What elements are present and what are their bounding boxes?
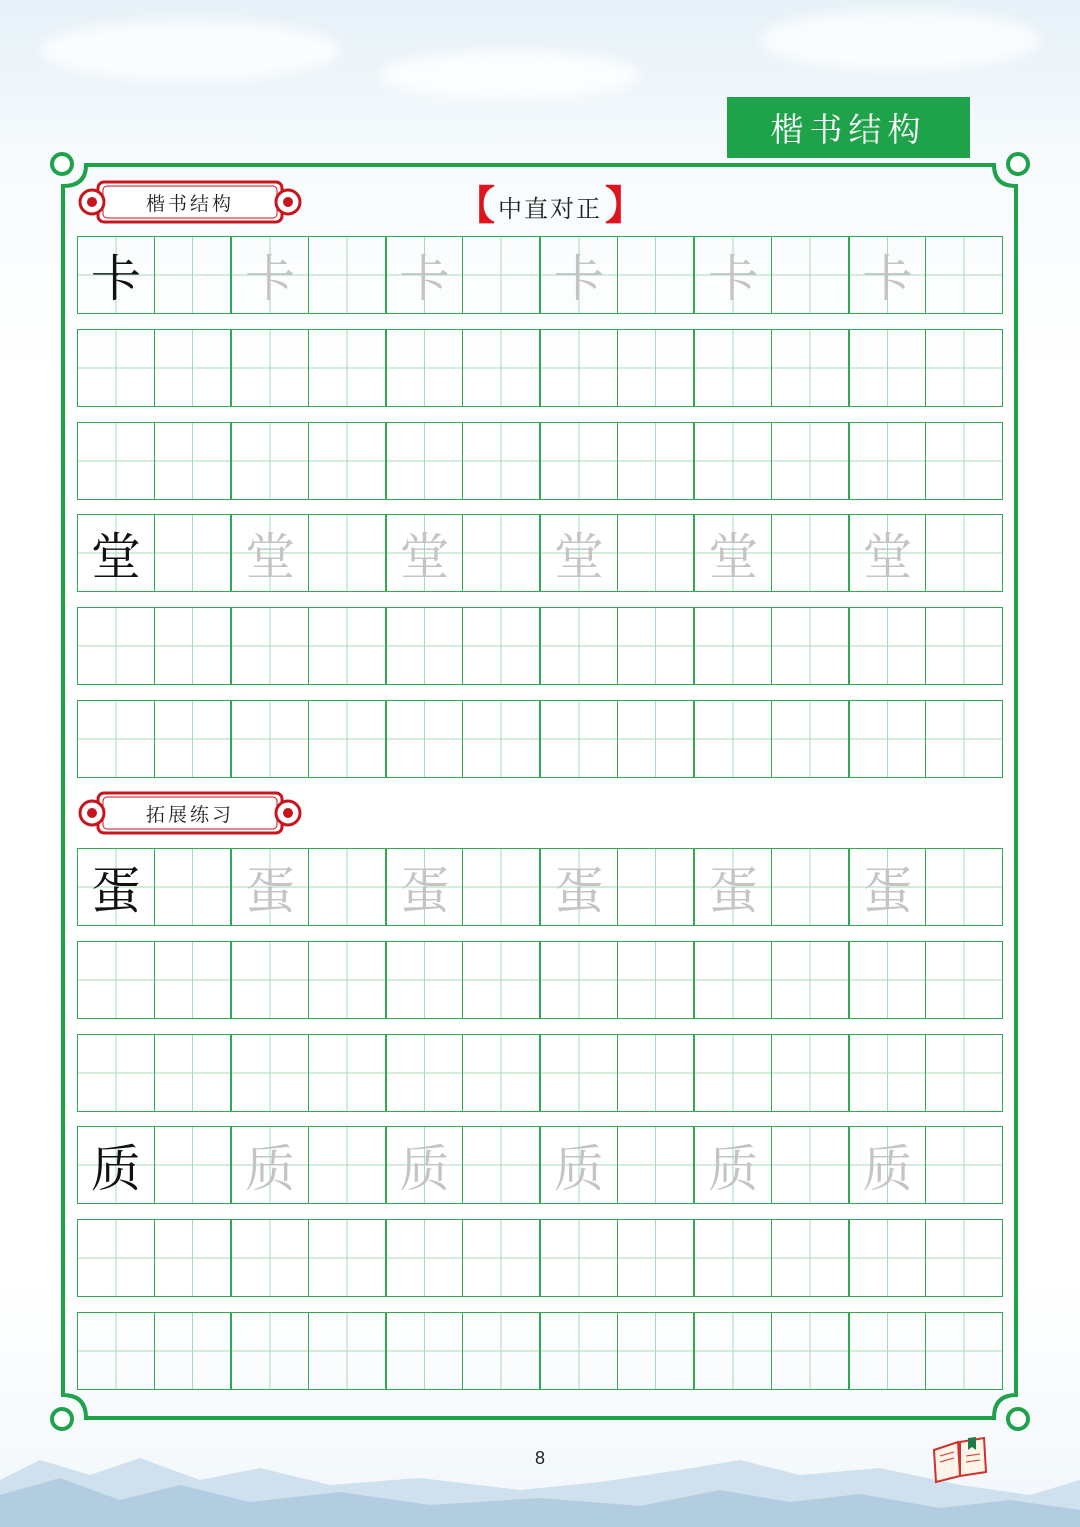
practice-cell[interactable] (230, 849, 308, 925)
model-character: 蛋 (90, 862, 141, 920)
practice-cell[interactable] (308, 942, 385, 1018)
practice-cell[interactable] (925, 1313, 1002, 1389)
model-character: 质 (90, 1140, 141, 1198)
practice-cell[interactable] (617, 942, 694, 1018)
practice-cell[interactable] (848, 515, 926, 591)
trace-character: 质 (708, 1140, 759, 1198)
practice-cell[interactable] (385, 330, 463, 406)
practice-cell[interactable] (771, 1220, 848, 1296)
practice-cell[interactable] (78, 1127, 154, 1203)
practice-cell[interactable] (539, 1127, 617, 1203)
practice-cell[interactable] (154, 1035, 231, 1111)
practice-cell[interactable] (462, 515, 539, 591)
practice-cell[interactable] (848, 1127, 926, 1203)
trace-character: 质 (553, 1140, 604, 1198)
practice-row (77, 941, 1003, 1019)
trace-character: 蛋 (553, 862, 604, 920)
practice-cell[interactable] (154, 1220, 231, 1296)
practice-cell[interactable] (693, 1313, 771, 1389)
practice-cell[interactable] (925, 1127, 1002, 1203)
model-character: 卡 (90, 250, 141, 308)
practice-cell[interactable] (230, 423, 308, 499)
open-book-icon (930, 1436, 990, 1486)
practice-cell[interactable] (771, 1127, 848, 1203)
practice-cell[interactable] (848, 1313, 926, 1389)
practice-row (77, 1219, 1003, 1297)
practice-cell[interactable] (771, 515, 848, 591)
practice-cell[interactable] (925, 423, 1002, 499)
trace-character: 蛋 (245, 862, 296, 920)
practice-cell[interactable] (539, 1313, 617, 1389)
practice-cell[interactable] (230, 608, 308, 684)
practice-cell[interactable] (230, 701, 308, 777)
practice-cell[interactable] (385, 515, 463, 591)
practice-cell[interactable] (78, 330, 154, 406)
practice-cell[interactable] (78, 942, 154, 1018)
practice-cell[interactable] (539, 330, 617, 406)
practice-cell[interactable] (617, 1127, 694, 1203)
practice-cell[interactable] (925, 237, 1002, 313)
practice-cell[interactable] (617, 701, 694, 777)
header-tab-title: 楷书结构 (727, 97, 970, 158)
practice-cell[interactable] (230, 237, 308, 313)
practice-cell[interactable] (154, 423, 231, 499)
trace-character: 堂 (245, 528, 296, 586)
trace-character: 卡 (245, 250, 296, 308)
trace-character: 质 (245, 1140, 296, 1198)
practice-cell[interactable] (617, 515, 694, 591)
practice-cell[interactable] (154, 942, 231, 1018)
practice-row (77, 1312, 1003, 1390)
practice-cell[interactable] (462, 1127, 539, 1203)
trace-character: 蛋 (708, 862, 759, 920)
practice-row (77, 700, 1003, 778)
practice-cell[interactable] (693, 423, 771, 499)
practice-cell[interactable] (848, 701, 926, 777)
practice-cell[interactable] (693, 1220, 771, 1296)
practice-cell[interactable] (771, 608, 848, 684)
practice-cell[interactable] (308, 1220, 385, 1296)
practice-row (77, 848, 1003, 926)
practice-row (77, 607, 1003, 685)
practice-cell[interactable] (462, 330, 539, 406)
practice-cell[interactable] (462, 1035, 539, 1111)
practice-cell[interactable] (78, 423, 154, 499)
practice-cell[interactable] (308, 1313, 385, 1389)
practice-cell[interactable] (385, 701, 463, 777)
practice-cell[interactable] (925, 330, 1002, 406)
practice-cell[interactable] (308, 330, 385, 406)
model-character: 堂 (90, 528, 141, 586)
practice-cell[interactable] (308, 608, 385, 684)
practice-cell[interactable] (154, 701, 231, 777)
trace-character: 质 (862, 1140, 913, 1198)
practice-cell[interactable] (154, 1127, 231, 1203)
practice-cell[interactable] (78, 608, 154, 684)
practice-cell[interactable] (462, 1313, 539, 1389)
practice-cell[interactable] (230, 1127, 308, 1203)
right-bracket-icon: 】 (605, 182, 645, 229)
practice-cell[interactable] (539, 608, 617, 684)
practice-cell[interactable] (693, 608, 771, 684)
practice-cell[interactable] (308, 423, 385, 499)
practice-cell[interactable] (462, 608, 539, 684)
trace-character: 堂 (708, 528, 759, 586)
practice-row (77, 1034, 1003, 1112)
practice-cell[interactable] (617, 1220, 694, 1296)
practice-cell[interactable] (462, 942, 539, 1018)
practice-cell[interactable] (848, 608, 926, 684)
practice-cell[interactable] (617, 849, 694, 925)
practice-cell[interactable] (539, 1035, 617, 1111)
section-badge-main (78, 176, 302, 228)
practice-cell[interactable] (693, 942, 771, 1018)
practice-cell[interactable] (771, 330, 848, 406)
practice-cell[interactable] (230, 1220, 308, 1296)
practice-cell[interactable] (925, 1220, 1002, 1296)
practice-cell[interactable] (771, 1313, 848, 1389)
trace-character: 堂 (553, 528, 604, 586)
practice-cell[interactable] (848, 1220, 926, 1296)
page-number: 8 (534, 1448, 545, 1468)
practice-cell[interactable] (617, 608, 694, 684)
section-subtitle (455, 184, 645, 228)
trace-character: 堂 (862, 528, 913, 586)
practice-cell[interactable] (154, 237, 231, 313)
practice-cell[interactable] (848, 330, 926, 406)
practice-cell[interactable] (925, 515, 1002, 591)
practice-cell[interactable] (154, 608, 231, 684)
trace-character: 质 (399, 1140, 450, 1198)
practice-cell[interactable] (154, 1313, 231, 1389)
practice-cell[interactable] (462, 1220, 539, 1296)
practice-cell[interactable] (308, 237, 385, 313)
practice-cell[interactable] (925, 942, 1002, 1018)
practice-cell[interactable] (385, 608, 463, 684)
practice-cell[interactable] (308, 1127, 385, 1203)
practice-cell[interactable] (539, 942, 617, 1018)
practice-row (77, 514, 1003, 592)
practice-row (77, 1126, 1003, 1204)
practice-cell[interactable] (539, 423, 617, 499)
practice-cell[interactable] (617, 330, 694, 406)
practice-cell[interactable] (78, 515, 154, 591)
practice-cell[interactable] (462, 701, 539, 777)
practice-cell[interactable] (385, 1220, 463, 1296)
practice-cell[interactable] (154, 515, 231, 591)
trace-character: 堂 (399, 528, 450, 586)
practice-cell[interactable] (308, 701, 385, 777)
section-badge-extension-label: 拓展练习 (145, 803, 234, 826)
practice-cell[interactable] (925, 1035, 1002, 1111)
practice-cell[interactable] (925, 849, 1002, 925)
section-badge-extension (78, 787, 302, 839)
practice-cell[interactable] (693, 849, 771, 925)
practice-cell[interactable] (230, 330, 308, 406)
practice-cell[interactable] (154, 849, 231, 925)
practice-cell[interactable] (693, 237, 771, 313)
practice-cell[interactable] (308, 1035, 385, 1111)
practice-cell[interactable] (539, 515, 617, 591)
practice-cell[interactable] (848, 423, 926, 499)
practice-cell[interactable] (230, 1035, 308, 1111)
trace-character: 卡 (708, 250, 759, 308)
practice-cell[interactable] (462, 849, 539, 925)
practice-cell[interactable] (230, 1313, 308, 1389)
practice-cell[interactable] (771, 423, 848, 499)
practice-cell[interactable] (771, 849, 848, 925)
practice-row (77, 329, 1003, 407)
practice-cell[interactable] (771, 1035, 848, 1111)
practice-cell[interactable] (925, 701, 1002, 777)
practice-cell[interactable] (385, 237, 463, 313)
practice-cell[interactable] (539, 701, 617, 777)
practice-cell[interactable] (848, 942, 926, 1018)
practice-row (77, 422, 1003, 500)
practice-cell[interactable] (154, 330, 231, 406)
practice-cell[interactable] (848, 849, 926, 925)
practice-cell[interactable] (848, 1035, 926, 1111)
practice-cell[interactable] (78, 1313, 154, 1389)
practice-cell[interactable] (78, 849, 154, 925)
practice-cell[interactable] (385, 423, 463, 499)
practice-cell[interactable] (617, 1035, 694, 1111)
practice-cell[interactable] (462, 423, 539, 499)
practice-cell[interactable] (385, 1035, 463, 1111)
practice-cell[interactable] (693, 1127, 771, 1203)
practice-cell[interactable] (617, 237, 694, 313)
practice-cell[interactable] (230, 942, 308, 1018)
practice-cell[interactable] (693, 515, 771, 591)
trace-character: 卡 (862, 250, 913, 308)
trace-character: 蛋 (399, 862, 450, 920)
practice-cell[interactable] (539, 849, 617, 925)
practice-cell[interactable] (617, 1313, 694, 1389)
mountain-decoration (0, 1440, 1080, 1527)
practice-cell[interactable] (693, 330, 771, 406)
practice-cell[interactable] (385, 1127, 463, 1203)
practice-cell[interactable] (78, 701, 154, 777)
section-badge-main-label: 楷书结构 (145, 192, 234, 215)
practice-cell[interactable] (771, 701, 848, 777)
practice-cell[interactable] (308, 515, 385, 591)
section-subtitle-text: 中直对正 (498, 194, 602, 223)
practice-cell[interactable] (462, 237, 539, 313)
practice-cell[interactable] (539, 1220, 617, 1296)
trace-character: 卡 (553, 250, 604, 308)
trace-character: 卡 (399, 250, 450, 308)
practice-cell[interactable] (617, 423, 694, 499)
practice-cell[interactable] (78, 1035, 154, 1111)
left-bracket-icon: 【 (455, 182, 495, 229)
practice-cell[interactable] (771, 942, 848, 1018)
practice-cell[interactable] (925, 608, 1002, 684)
practice-row (77, 236, 1003, 314)
practice-cell[interactable] (693, 701, 771, 777)
practice-cell[interactable] (771, 237, 848, 313)
practice-cell[interactable] (78, 1220, 154, 1296)
practice-cell[interactable] (308, 849, 385, 925)
practice-cell[interactable] (693, 1035, 771, 1111)
practice-cell[interactable] (539, 237, 617, 313)
practice-cell[interactable] (385, 942, 463, 1018)
trace-character: 蛋 (862, 862, 913, 920)
practice-cell[interactable] (848, 237, 926, 313)
practice-cell[interactable] (78, 237, 154, 313)
practice-cell[interactable] (385, 1313, 463, 1389)
practice-cell[interactable] (385, 849, 463, 925)
practice-cell[interactable] (230, 515, 308, 591)
